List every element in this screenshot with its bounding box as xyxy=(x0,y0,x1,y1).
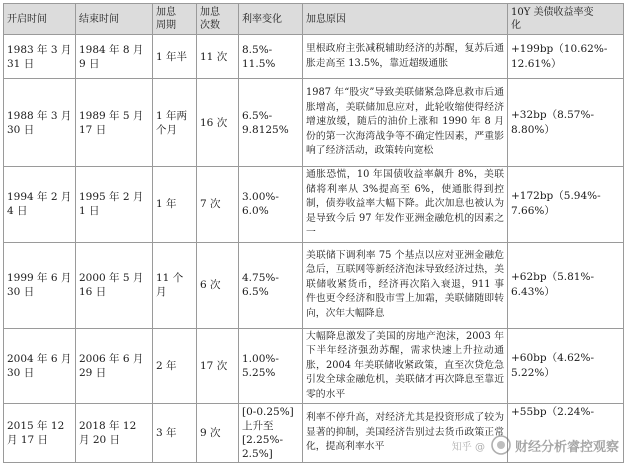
cell-yield: +32bp（8.57%- 8.80%） xyxy=(508,79,624,167)
cell-end: 2000 年 5 月 16 日 xyxy=(76,242,153,328)
cell-rate: 6.5%- 9.8125% xyxy=(239,79,303,167)
header-hike-reason: 加息原因 xyxy=(303,4,508,35)
table-header-row xyxy=(4,4,624,35)
table-row xyxy=(4,167,624,243)
cell-reason: 大幅降息激发了美国的房地产泡沫，2003 年下半年经济强劲苏醒，需求快速上升拉动通胀，2004 年美联储收紧政策，直至次贷危急引发全球金融危机，美联储才再次降息至靠近零的水平 xyxy=(303,328,508,404)
table-row xyxy=(4,79,624,167)
cell-yield: +172bp（5.94%- 7.66%） xyxy=(508,167,624,243)
cell-start: 2004 年 6 月 30 日 xyxy=(4,328,76,404)
header-10y-yield-change: 10Y 美债收益率变 化 xyxy=(508,4,624,35)
cell-end: 1989 年 5 月 17 日 xyxy=(76,79,153,167)
cell-end: 2018 年 12 月 20 日 xyxy=(76,404,153,463)
cell-reason: 通胀恐慌，10 年国债收益率飙升 8%，美联储将利率从 3%提高至 6%，使通胀得到控制，债券收益率大幅下降。此次加息也被认为是导致今后 97 年发作亚洲金融危机的因素之一 xyxy=(303,167,508,243)
header-end-time: 结束时间 xyxy=(76,4,153,35)
cell-reason: 美联储下调利率 75 个基点以应对亚洲金融危急后，互联网等新经济泡沫导致经济过热，美联储收紧货币，经济再次陷入衰退，911 事件也更令经济和股市雪上加霜，美联储随即转向，次年大幅降息 xyxy=(303,242,508,328)
cell-count: 16 次 xyxy=(197,79,239,167)
cell-start: 1999 年 6 月 30 日 xyxy=(4,242,76,328)
table-row xyxy=(4,404,624,463)
cell-period: 3 年 xyxy=(153,404,197,463)
cell-period: 1 年半 xyxy=(153,35,197,79)
cell-rate: 8.5%- 11.5% xyxy=(239,35,303,79)
watermark-text: 财经分析睿控观察 xyxy=(514,439,619,455)
table-row xyxy=(4,328,624,404)
cell-start: 1983 年 3 月 31 日 xyxy=(4,35,76,79)
cell-start: 1994 年 2 月 4 日 xyxy=(4,167,76,243)
cell-count: 7 次 xyxy=(197,167,239,243)
cell-count: 11 次 xyxy=(197,35,239,79)
cell-rate: 1.00%- 5.25% xyxy=(239,328,303,404)
cell-period: 2 年 xyxy=(153,328,197,404)
cell-rate: 4.75%- 6.5% xyxy=(239,242,303,328)
cell-end: 2006 年 6 月 29 日 xyxy=(76,328,153,404)
header-start-time: 开启时间 xyxy=(4,4,76,35)
cell-reason: 利率不停升高，对经济尤其是投资形成了较为显著的抑制，美国经济告别过去货币政策正常化，提高利率水平 xyxy=(303,404,508,463)
cell-start: 2015 年 12 月 17 日 xyxy=(4,404,76,463)
rate-hike-table xyxy=(3,3,624,463)
cell-rate: 3.00%- 6.0% xyxy=(239,167,303,243)
cell-reason: 1987 年“股灾”导致美联储紧急降息救市后通胀增高，美联储加息应对，此轮收缩使得经济增速放缓，随后的油价上涨和 1990 年 8 月份的第一次海湾战争等不确定性因素，严重影响了经济活动，政策转向宽松 xyxy=(303,79,508,167)
cell-end: 1995 年 2 月 1 日 xyxy=(76,167,153,243)
header-rate-change: 利率变化 xyxy=(239,4,303,35)
cell-yield: +62bp（5.81%- 6.43%） xyxy=(508,242,624,328)
header-hike-count: 加息 次数 xyxy=(197,4,239,35)
cell-period: 11 个 月 xyxy=(153,242,197,328)
cell-start: 1988 年 3 月 30 日 xyxy=(4,79,76,167)
watermark-prefix: 知乎 @ xyxy=(451,441,485,453)
cell-yield: +55bp（2.24%- xyxy=(508,404,624,463)
cell-end: 1984 年 8 月 9 日 xyxy=(76,35,153,79)
cell-period: 1 年 xyxy=(153,167,197,243)
cell-count: 9 次 xyxy=(197,404,239,463)
cell-period: 1 年两 个月 xyxy=(153,79,197,167)
cell-rate: [0-0.25%] 上升至 [2.25%- 2.5%] xyxy=(239,404,303,463)
cell-count: 17 次 xyxy=(197,328,239,404)
table-row xyxy=(4,35,624,79)
cell-yield: +60bp（4.62%- 5.22%） xyxy=(508,328,624,404)
table-row xyxy=(4,242,624,328)
header-hike-period: 加息 周期 xyxy=(153,4,197,35)
cell-yield: +199bp（10.62%- 12.61%） xyxy=(508,35,624,79)
cell-reason: 里根政府主张减税辅助经济的苏醒，复苏后通胀走高至 13.5%，靠近超级通胀 xyxy=(303,35,508,79)
cell-count: 6 次 xyxy=(197,242,239,328)
